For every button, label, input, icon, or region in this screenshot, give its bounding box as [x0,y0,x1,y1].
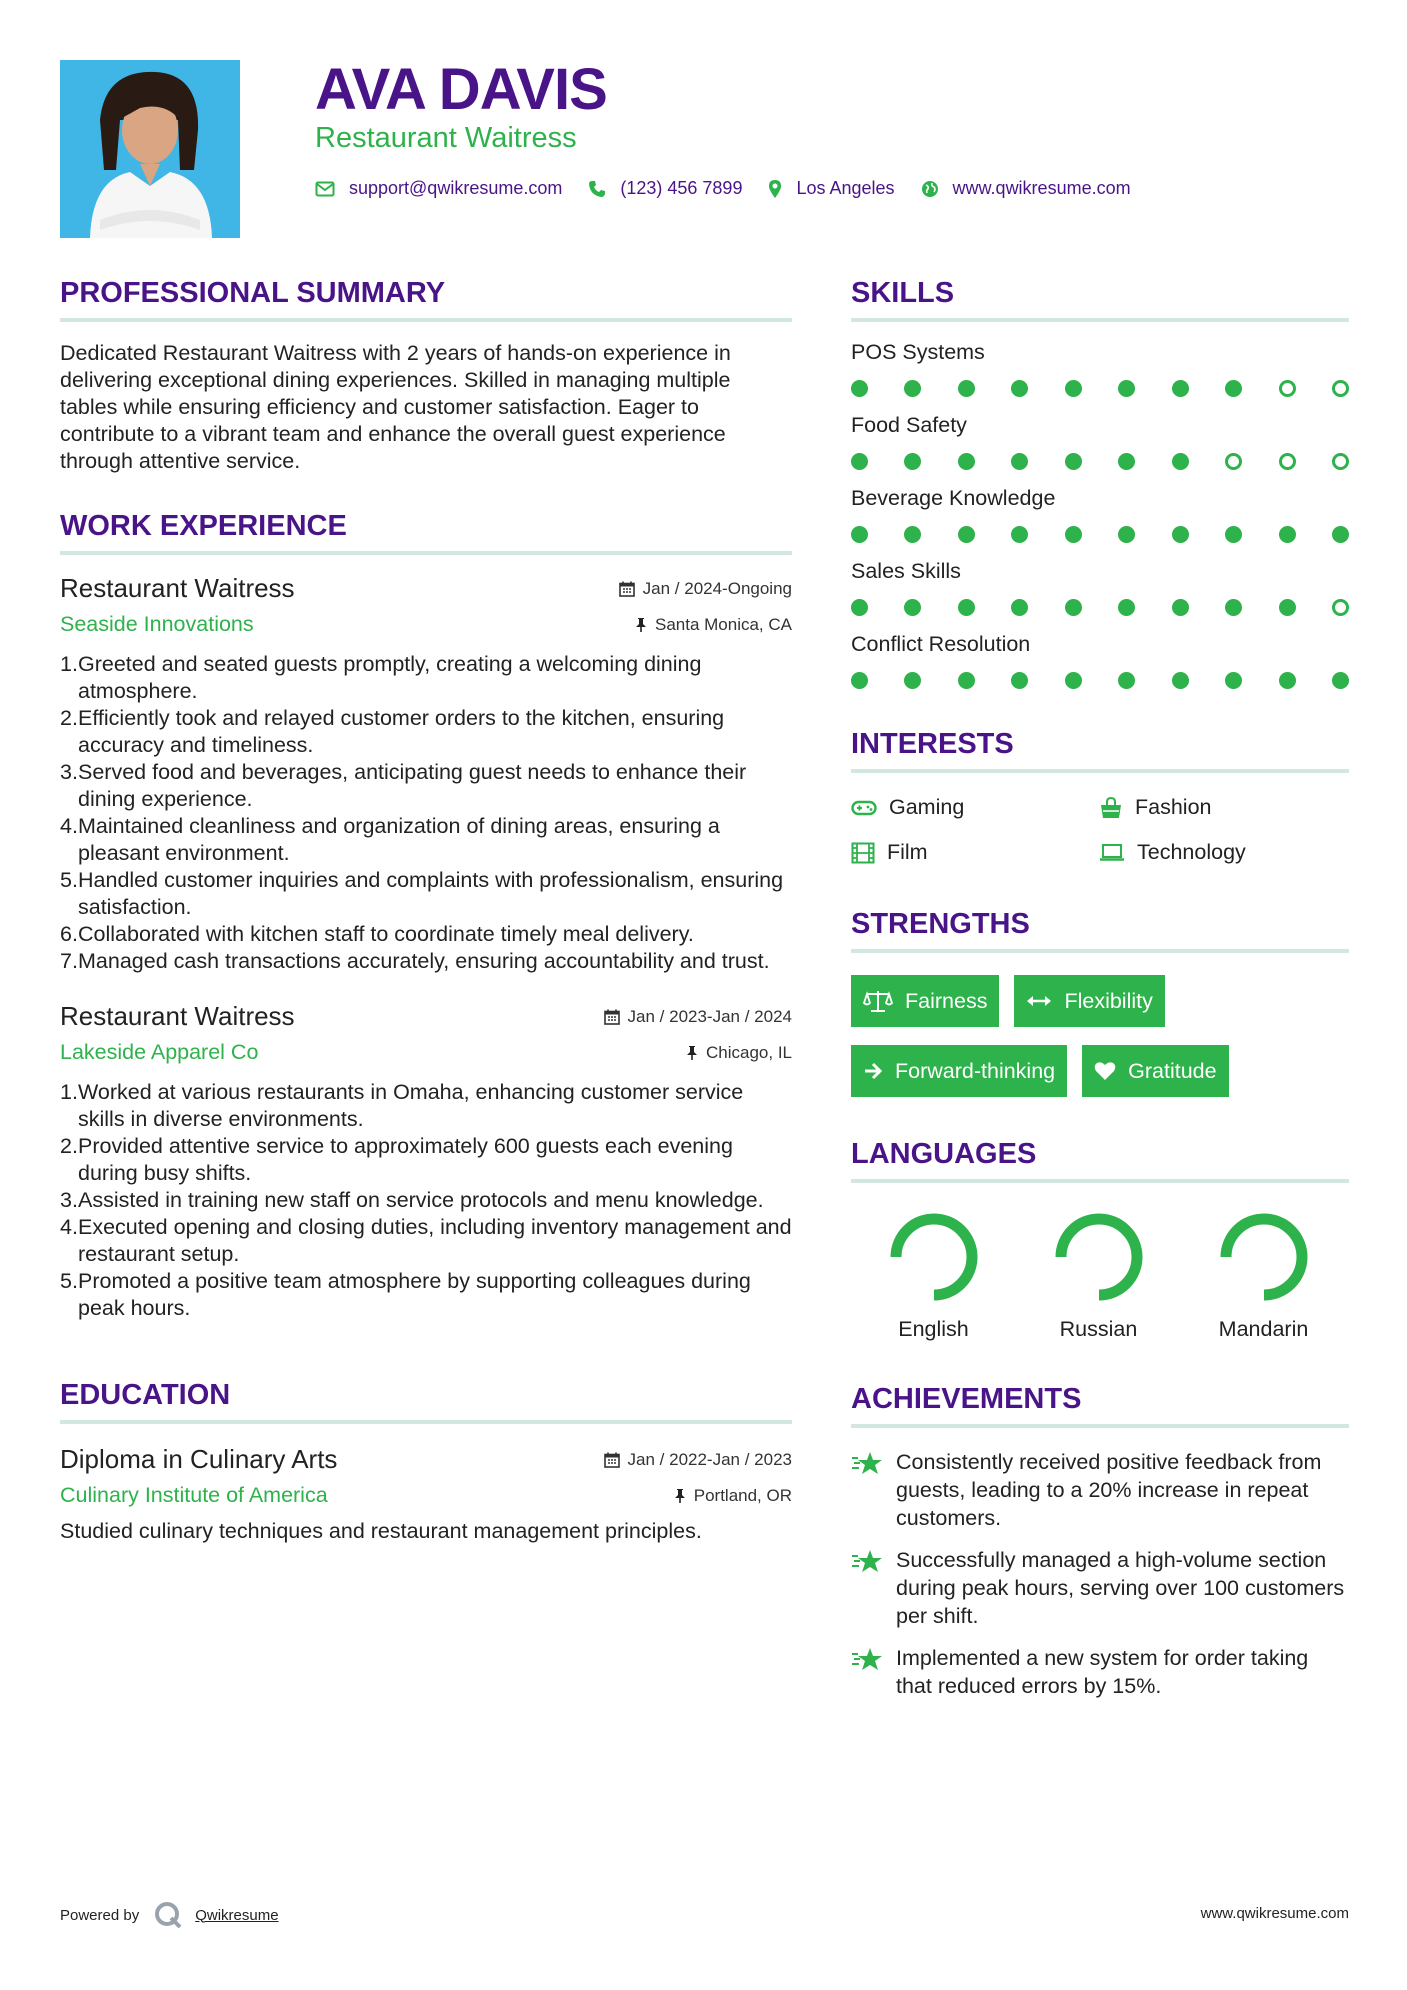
education-location [674,1486,792,1506]
left-column [60,272,792,1545]
section-divider [851,318,1349,322]
achievement-item: Successfully managed a high-volume section during peak hours, serving over 100 customers per shift. [851,1546,1349,1630]
education-heading: EDUCATION [60,1379,231,1411]
skill-dot-filled [904,453,921,470]
powered-by-label: Powered by [60,1906,140,1924]
brand-link[interactable]: Qwikresume [195,1906,279,1924]
skill-dot-filled [1065,526,1082,543]
skill-dot-filled [1065,453,1082,470]
skill-dot-filled [1225,380,1242,397]
skill-dot-filled [1172,672,1189,689]
job-title: Restaurant Waitress [60,573,295,603]
pushpin-icon [635,617,647,633]
section-divider [851,769,1349,773]
skill-dot-filled [1118,453,1135,470]
language-proficiency-ring [1214,1207,1314,1307]
balance-scale-icon [863,989,893,1013]
school-name: Culinary Institute of America [60,1483,328,1507]
skill-dot-filled [851,453,868,470]
strengths-section [851,903,1349,1097]
skill-dot-empty [1279,380,1296,397]
arrow-right-icon [863,1061,883,1081]
skill-dot-filled [1225,526,1242,543]
skill-dot-filled [904,599,921,616]
skill-dot-filled [1065,672,1082,689]
skill-dot-filled [1279,672,1296,689]
footer-website[interactable]: www.qwikresume.com [1200,1905,1349,1922]
job-location [686,1043,792,1063]
list-item: 2. Provided attentive service to approximately 600 guests each evening during busy shifts. [60,1134,733,1185]
skill-dot-filled [958,526,975,543]
shopping-bag-icon [1099,797,1123,819]
skill-dot-filled [851,380,868,397]
calendar-icon [604,1452,620,1468]
skill-dot-empty [1279,453,1296,470]
candidate-title: Restaurant Waitress [315,122,577,154]
skill-dot-filled [1065,380,1082,397]
interests-heading: INTERESTS [851,728,1014,760]
skill-rating [851,380,1349,397]
interest-item: Film [851,840,1099,865]
skill-dot-filled [1172,453,1189,470]
skill-dot-filled [958,380,975,397]
skill-name: Conflict Resolution [851,632,1031,656]
experience-heading: WORK EXPERIENCE [60,510,347,542]
website-text[interactable]: www.qwikresume.com [952,178,1131,198]
film-icon [851,842,875,864]
contact-email[interactable] [315,178,562,199]
list-item: 3. Assisted in training new staff on service protocols and menu knowledge. [60,1188,764,1212]
skill-dot-filled [851,672,868,689]
skill-dot-filled [1118,380,1135,397]
strength-tag: Forward-thinking [851,1045,1067,1097]
job-location-text: Chicago, IL [706,1042,792,1062]
list-item: 4. Executed opening and closing duties, including inventory management and restaurant setup. [60,1215,792,1266]
map-marker-icon [768,179,782,199]
skill-dot-filled [958,453,975,470]
language-name: Mandarin [1218,1317,1309,1341]
heart-icon [1094,1061,1116,1081]
job-entry [60,1001,792,1322]
achievement-item: Consistently received positive feedback from guests, leading to a 20% increase in repeat customers. [851,1448,1349,1532]
section-divider [60,1420,792,1424]
job-duties [60,651,792,975]
job-date [604,1007,792,1027]
skill-dot-filled [1332,526,1349,543]
skill-dot-filled [1279,526,1296,543]
experience-section [60,505,792,1322]
pushpin-icon [674,1488,686,1504]
job-date [619,579,792,599]
interest-item: Technology [1099,840,1347,865]
language-name: English [898,1317,969,1341]
skill-name: Sales Skills [851,559,961,583]
language-proficiency-ring [884,1207,984,1307]
strength-tag: Gratitude [1082,1045,1228,1097]
skill-dot-filled [1065,599,1082,616]
interest-item: Fashion [1099,795,1347,820]
education-entry [60,1444,792,1545]
education-description: Studied culinary techniques and restaurant management principles. [60,1519,702,1543]
skill-dot-empty [1332,380,1349,397]
skill-dot-filled [1011,380,1028,397]
contact-location [768,178,894,199]
skill-dot-empty [1225,453,1242,470]
skill-dot-filled [1172,380,1189,397]
skill-dot-filled [958,672,975,689]
star-trophy-icon [851,1548,883,1576]
contact-phone[interactable] [588,178,742,199]
skill-item [851,484,1349,543]
achievements-heading: ACHIEVEMENTS [851,1383,1082,1415]
skill-dot-filled [1279,599,1296,616]
list-item: 1. Greeted and seated guests promptly, creating a welcoming dining atmosphere. [60,652,702,703]
phone-text[interactable]: (123) 456 7899 [620,178,743,198]
skill-name: Food Safety [851,413,967,437]
star-trophy-icon [851,1646,883,1674]
arrows-horizontal-icon [1026,994,1052,1008]
star-trophy-icon [851,1450,883,1478]
education-section [60,1374,792,1545]
gamepad-icon [851,799,877,817]
right-column [851,272,1349,1700]
job-date-text: Jan / 2024-Ongoing [642,579,792,598]
strengths-heading: STRENGTHS [851,908,1030,940]
skill-dot-filled [1011,526,1028,543]
skill-dot-filled [1118,599,1135,616]
list-item: 4. Maintained cleanliness and organization of dining areas, ensuring a pleasant environment. [60,814,720,865]
skill-item [851,557,1349,616]
skill-dot-filled [851,526,868,543]
footer-powered-by [60,1900,279,1930]
degree-title: Diploma in Culinary Arts [60,1444,338,1474]
profile-photo [60,60,240,238]
company-name: Lakeside Apparel Co [60,1040,259,1064]
section-divider [60,551,792,555]
summary-text: Dedicated Restaurant Waitress with 2 years of hands-on experience in delivering exceptional dining experiences. Skilled in managing multiple tables while ensuring efficiency and customer satisfaction. Eager to contribute to a vibrant team and enhance the overall guest experience through attentive service. [60,341,731,473]
language-item [851,1207,1016,1342]
skill-dot-filled [1225,672,1242,689]
interest-item: Gaming [851,795,1099,820]
language-item [1016,1207,1181,1342]
list-item: 2. Efficiently took and relayed customer orders to the kitchen, ensuring accuracy and timeliness. [60,706,725,757]
skill-rating [851,453,1349,470]
list-item: 1. Worked at various restaurants in Omaha, enhancing customer service skills in diverse environments. [60,1080,744,1131]
skill-dot-empty [1332,453,1349,470]
education-location-text: Portland, OR [693,1485,792,1505]
phone-icon [588,180,606,198]
calendar-icon [619,581,635,597]
list-item: 7. Managed cash transactions accurately, ensuring accountability and trust. [60,949,770,973]
section-divider [851,1179,1349,1183]
interests-section [851,723,1349,865]
candidate-name: AVA DAVIS [315,57,607,122]
skill-dot-filled [904,672,921,689]
contact-bar [315,178,1157,199]
skill-rating [851,599,1349,616]
language-item [1181,1207,1346,1342]
section-divider [851,949,1349,953]
summary-heading: PROFESSIONAL SUMMARY [60,277,446,309]
section-divider [851,1424,1349,1428]
list-item: 5. Handled customer inquiries and complaints with professionalism, ensuring satisfaction. [60,868,784,919]
skill-rating [851,672,1349,689]
skills-section [851,272,1349,689]
skill-dot-filled [1172,599,1189,616]
education-date-text: Jan / 2022-Jan / 2023 [627,1450,792,1469]
skill-dot-filled [1225,599,1242,616]
skill-dot-empty [1332,599,1349,616]
skill-dot-filled [904,380,921,397]
education-date [604,1450,792,1470]
skill-dot-filled [1011,453,1028,470]
calendar-icon [604,1009,620,1025]
job-title: Restaurant Waitress [60,1001,295,1031]
job-location [635,615,792,635]
strength-tag: Flexibility [1014,975,1164,1027]
languages-section [851,1133,1349,1342]
skill-dot-filled [1332,672,1349,689]
language-proficiency-ring [1049,1207,1149,1307]
job-duties [60,1079,792,1322]
skill-rating [851,526,1349,543]
contact-website[interactable] [921,178,1131,199]
skill-dot-filled [958,599,975,616]
languages-heading: LANGUAGES [851,1138,1037,1170]
job-entry [60,573,792,975]
laptop-icon [1099,843,1125,863]
achievements-section [851,1378,1349,1700]
list-item: 3. Served food and beverages, anticipating guest needs to enhance their dining experience. [60,760,747,811]
skills-heading: SKILLS [851,277,955,309]
job-location-text: Santa Monica, CA [654,614,792,634]
achievement-item: Implemented a new system for order taking that reduced errors by 15%. [851,1644,1349,1700]
skill-dot-filled [1172,526,1189,543]
language-name: Russian [1059,1317,1138,1341]
skill-name: Beverage Knowledge [851,486,1056,510]
company-name: Seaside Innovations [60,612,254,636]
skill-item [851,630,1349,689]
location-text: Los Angeles [796,178,895,198]
skill-dot-filled [1011,599,1028,616]
envelope-icon [315,181,335,197]
list-item: 5. Promoted a positive team atmosphere by supporting colleagues during peak hours. [60,1269,751,1320]
qwikresume-logo-icon [153,1900,183,1930]
skill-item [851,411,1349,470]
skill-dot-filled [1011,672,1028,689]
strength-tag: Fairness [851,975,999,1027]
email-text[interactable]: support@qwikresume.com [349,178,563,198]
skill-name: POS Systems [851,340,985,364]
skill-dot-filled [904,526,921,543]
pushpin-icon [686,1045,698,1061]
skill-dot-filled [1118,672,1135,689]
skill-item [851,338,1349,397]
section-divider [60,318,792,322]
globe-icon [921,180,939,198]
summary-section [60,272,792,475]
skill-dot-filled [851,599,868,616]
skill-dot-filled [1118,526,1135,543]
job-date-text: Jan / 2023-Jan / 2024 [627,1007,792,1026]
list-item: 6. Collaborated with kitchen staff to coordinate timely meal delivery. [60,922,694,946]
